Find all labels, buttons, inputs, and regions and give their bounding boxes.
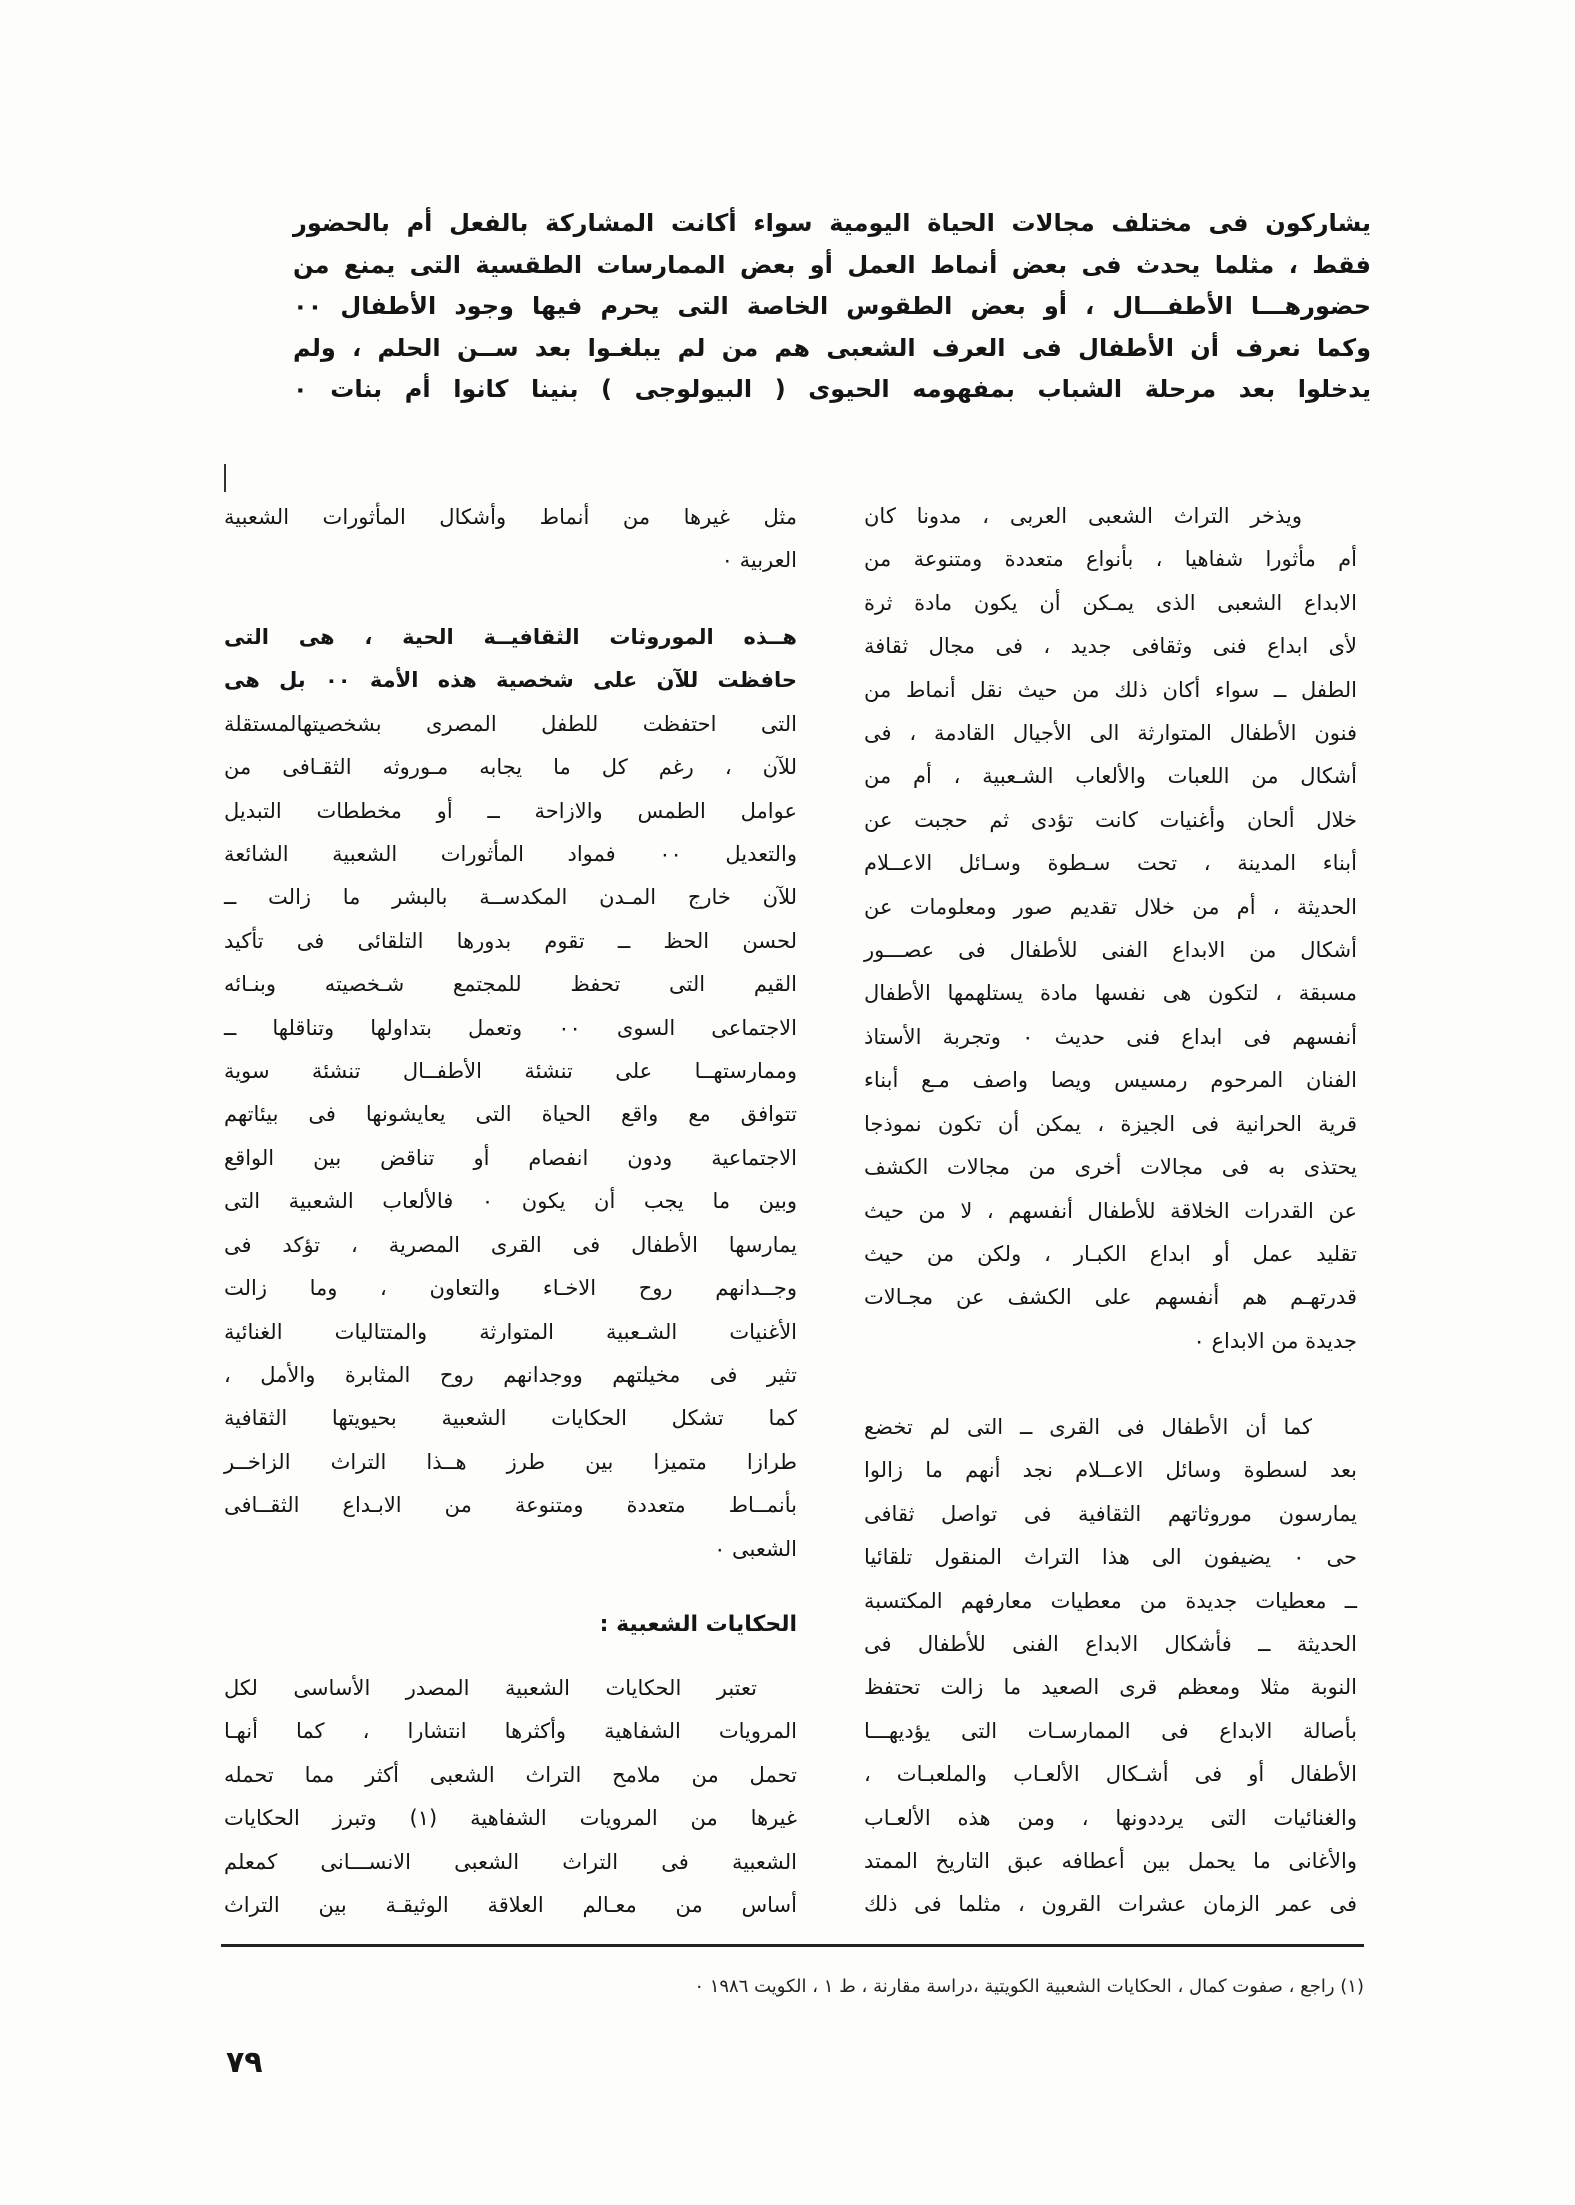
intro-line: يشاركون فى مختلف مجالات الحياة اليومية سواء أكانت المشاركة بالفعل أم بالحضور — [293, 209, 1371, 237]
body-line: فى عمر الزمان عشرات القرون ، مثلما فى ذلك — [864, 1892, 1357, 1917]
intro-line: فقط ، مثلما يحدث فى بعض أنماط العمل أو بعض الممارسات الطقسية التى يمنع من — [293, 250, 1371, 279]
body-line: بأنمــاط متعددة ومتنوعة من الابـداع الثقــافى — [224, 1493, 797, 1518]
intro-line: وكما نعرف أن الأطفال فى العرف الشعبى هم من لم يبلغـوا بعد ســن الحلم ، ولم — [293, 333, 1371, 362]
body-line: تحمل من ملامح التراث الشعبى أكثر مما تحمله — [224, 1762, 797, 1787]
body-line: لحسن الحظ ــ تقوم بدورها التلقائى فى تأكيد — [224, 928, 797, 953]
body-line: الشعبية فى التراث الشعبى الانســـانى كمعلم — [224, 1849, 797, 1874]
body-line: الاجتماعى السوى ٠٠ وتعمل بتداولها وتناقلها ــ — [224, 1015, 797, 1040]
body-line: لأى ابداع فنى وثقافى جديد ، فى مجال ثقافة — [864, 634, 1357, 659]
body-line: كما تشكل الحكايات الشعبية بحيويتها الثقافية — [224, 1406, 797, 1431]
body-line: والأغانى ما يحمل بين أعطافه عبق التاريخ الممتد — [864, 1849, 1357, 1874]
body-line: ــ معطيات جديدة من معطيات معارفهم المكتسبة — [864, 1588, 1357, 1613]
body-line: بأصالة الابداع فى الممارسـات التى يؤديهـــا — [864, 1718, 1357, 1743]
body-line: حافظت للآن على شخصية هذه الأمة ٠٠ بل هى — [224, 668, 797, 693]
body-line: وجــدانهم روح الاخـاء والتعاون ، وما زالت — [224, 1276, 797, 1301]
body-line: المرويات الشفاهية وأكثرها انتشارا ، كما أنهـا — [224, 1719, 797, 1744]
intro-line: حضورهـــا الأطفـــال ، أو بعض الطقوس الخاصة التى يحرم فيها وجود الأطفال ٠٠ — [293, 292, 1371, 320]
body-line: الحديثة ــ فأشكال الابداع الفنى للأطفال فى — [864, 1632, 1357, 1657]
body-line: وممارستهــا على تنشئة الأطفــال تنشئة سوية — [224, 1059, 797, 1084]
body-line: جديدة من الابداع ٠ — [1193, 1328, 1357, 1353]
body-line: بعد لسطوة وسائل الاعــلام نجد أنهم ما زالوا — [864, 1458, 1357, 1483]
body-line: الأطفال أو فى أشـكال الألعـاب والملعبـات ، — [864, 1762, 1357, 1787]
body-line: النوبة مثلا ومعظم قرى الصعيد ما زالت تحتفظ — [864, 1675, 1357, 1700]
body-line: عوامل الطمس والازاحة ــ أو مخططات التبديل — [224, 798, 797, 823]
body-line: والتعديل ٠٠ فمواد المأثورات الشعبية الشائعة — [224, 842, 797, 867]
body-line: غيرها من المرويات الشفاهية (١) وتبرز الحكايات — [224, 1806, 797, 1831]
body-line: أشكال من اللعبات والألعاب الشـعبية ، أم من — [864, 764, 1357, 789]
body-line: حى ٠ يضيفون الى هذا التراث المنقول تلقائيا — [864, 1545, 1357, 1570]
body-line: للآن ، رغم كل ما يجابه مـوروثه الثقـافى من — [224, 755, 797, 780]
left-column-paragraph — [224, 1667, 797, 1927]
body-line: الأغنيات الشـعبية المتوارثة والمتتاليات الغنائية — [224, 1319, 797, 1344]
body-line: الطفل ــ سواء أكان ذلك من حيث نقل أنماط من — [864, 677, 1357, 702]
body-line: الابداع الشعبى الذى يمـكن أن يكون مادة ثرة — [864, 590, 1357, 615]
body-line: أم مأثورا شفاهيا ، بأنواع متعددة ومتنوعة من — [864, 547, 1357, 572]
body-line: تتوافق مع واقع الحياة التى يعايشونها فى بيئاتهم — [224, 1102, 797, 1127]
body-line: للآن خارج المـدن المكدســة بالبشر ما زالت ــ — [224, 885, 797, 910]
body-line: يحتذى به فى مجالات أخرى من مجالات الكشف — [864, 1155, 1357, 1180]
page-number: ٧٩ — [226, 2045, 263, 2080]
body-line: الفنان المرحوم رمسيس ويصا واصف مـع أبناء — [864, 1068, 1357, 1093]
body-line: أبناء المدينة ، تحت سـطوة وسـائل الاعــلام — [864, 851, 1357, 876]
body-line: والغنائيات التى يرددونها ، ومن هذه الألعـاب — [864, 1805, 1357, 1830]
body-line: هــذه الموروثات الثقافيــة الحية ، هى التى — [224, 625, 797, 649]
body-line: تثير فى مخيلتهم ووجدانهم روح المثابرة والأمل ، — [224, 1362, 797, 1387]
body-line: الحديثة ، أم من خلال تقديم صور ومعلومات عن — [864, 894, 1357, 919]
body-line: وبين ما يجب أن يكون ٠ فالألعاب الشعبية التى — [224, 1189, 797, 1214]
body-line: التى احتفظت للطفل المصرى بشخصيتهالمستقلة — [224, 711, 797, 736]
right-column-paragraph — [864, 1406, 1357, 1927]
intro-paragraph — [293, 203, 1371, 411]
body-line: قدرتهـم هم أنفسهم على الكشف عن مجـالات — [864, 1285, 1357, 1310]
body-line: كما أن الأطفال فى القرى ــ التى لم تخضع — [864, 1415, 1312, 1439]
body-line: أنفسهم فى ابداع فنى حديث ٠ وتجربة الأستاذ — [864, 1024, 1357, 1049]
footnote-rule — [221, 1944, 1364, 1947]
body-line: طرازا متميزا بين طرز هــذا التراث الزاخــر — [224, 1449, 797, 1474]
body-line: أشكال من الابداع الفنى للأطفال فى عصـــور — [864, 938, 1357, 963]
body-line: خلال ألحان وأغنيات كانت تؤدى ثم حجبت عن — [864, 807, 1357, 832]
body-line: الشعبى ٠ — [714, 1536, 797, 1561]
body-line: قرية الحرانية فى الجيزة ، يمكن أن تكون نموذجا — [864, 1111, 1357, 1136]
body-line: الاجتماعية ودون انفصام أو تناقض بين الواقع — [224, 1145, 797, 1170]
body-line: يمارسها الأطفال فى القرى المصرية ، تؤكد فى — [224, 1232, 797, 1257]
section-heading: الحكايات الشعبية : — [599, 1612, 797, 1637]
body-line: عن القدرات الخلاقة للأطفال أنفسهم ، لا من حيث — [864, 1198, 1357, 1223]
left-column-paragraph — [224, 496, 797, 583]
body-line: العربية ٠ — [721, 548, 797, 573]
body-line: يمارسون موروثاتهم الثقافية فى تواصل ثقافى — [864, 1501, 1357, 1526]
body-line: ويذخر التراث الشعبى العربى ، مدونا كان — [864, 504, 1302, 528]
body-line: أساس من معـالم العلاقة الوثيقـة بين التراث — [224, 1893, 797, 1918]
footnote: (١) راجع ، صفوت كمال ، الحكايات الشعبية الكويتية ،دراسة مقارنة ، ط ١ ، الكويت ١٩٨٦ ٠ — [694, 1976, 1364, 1997]
intro-line: يدخلوا بعد مرحلة الشباب بمفهومه الحيوى ( البيولوجى ) بنينا كانوا أم بنات ٠ — [293, 375, 1371, 403]
left-column-paragraph — [224, 616, 797, 1571]
body-line: مسبقة ، لتكون هى نفسها مادة يستلهمها الأطفال — [864, 981, 1357, 1006]
body-line: مثل غيرها من أنماط وأشكال المأثورات الشعبية — [224, 505, 797, 529]
body-line: تقليد عمل أو ابداع الكبـار ، ولكن من حيث — [864, 1241, 1357, 1266]
body-line: فنون الأطفال المتوارثة الى الأجيال القادمة ، فى — [864, 721, 1357, 746]
right-column-paragraph — [864, 495, 1357, 1363]
margin-mark — [224, 464, 226, 492]
body-line: القيم التى تحفظ للمجتمع شـخصيته وبنـائه — [224, 972, 797, 997]
body-line: تعتبر الحكايات الشعبية المصدر الأساسى لكل — [224, 1676, 757, 1700]
